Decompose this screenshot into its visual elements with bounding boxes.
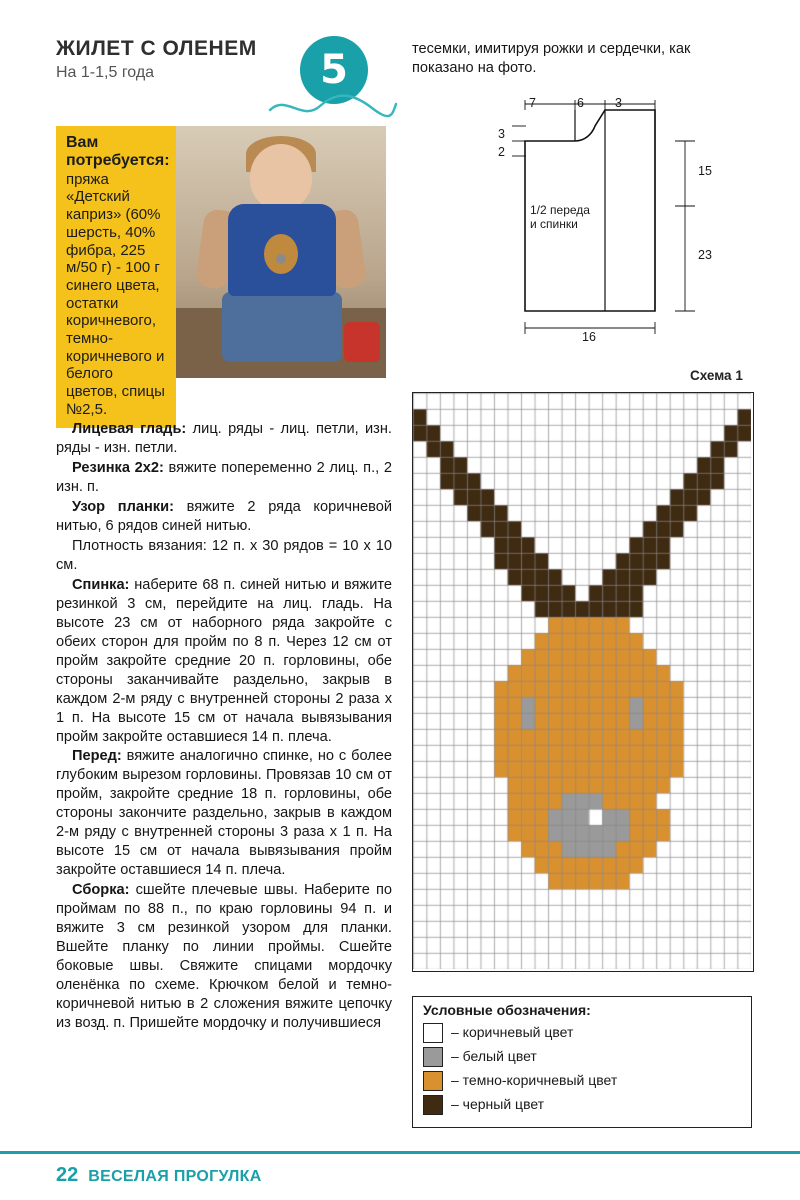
- instruction-paragraph: Узор планки: вяжите 2 ряда коричневой нитью, 6 рядов синей нитью.: [56, 498, 392, 534]
- instruction-paragraph: Плотность вязания: 12 п. х 30 рядов = 10 х 10 см.: [56, 537, 392, 573]
- article-subtitle: На 1-1,5 года: [56, 64, 155, 82]
- legend-swatch: [423, 1095, 443, 1115]
- schema-top-dim-3: 3: [615, 96, 622, 110]
- materials-heading: Вам потребуется:: [66, 134, 170, 170]
- materials-box: [56, 126, 176, 428]
- instruction-paragraph: Перед: вяжите аналогично спинке, но с более глубоким вырезом горловины. Провязав 10 см от пройм, закройте средние 18 п. горловины, обе стороны закончите раздельно, закрыв в каждом 2-м ряду с внутренней стороны 3 раза х 1 п. На высоте 15 см от начала вывязывания пройм закройте оставшиеся 14 п. плеча.: [56, 748, 392, 879]
- legend-label: – черный цвет: [451, 1096, 545, 1113]
- legend-item: [423, 1023, 743, 1043]
- knitting-chart-canvas: [413, 393, 751, 969]
- instruction-paragraph: Лицевая гладь: лиц. ряды - лиц. петли, изн. ряды - изн. петли.: [56, 421, 392, 456]
- instruction-paragraph: Резинка 2х2: вяжите попеременно 2 лиц. п., 2 изн. п.: [56, 459, 392, 495]
- schema-bottom-dim: 16: [582, 330, 596, 344]
- legend: [412, 996, 752, 1128]
- legend-label: – белый цвет: [451, 1048, 537, 1065]
- schema-left-dim-1: 3: [498, 127, 505, 141]
- materials-text: пряжа «Детский каприз» (60% шерсть, 40% фибра, 225 м/50 г) - 100 г синего цвета, остатки коричневого, темно-коричневого и белого цветов, спицы №2,5.: [66, 170, 165, 418]
- page-title: ЖИЛЕТ С ОЛЕНЕМ: [56, 37, 257, 60]
- garment-schematic: [470, 96, 760, 366]
- page-footer: [0, 1151, 800, 1200]
- model-photo: [176, 126, 386, 378]
- legend-item: [423, 1071, 743, 1091]
- photo-toy: [344, 322, 380, 362]
- model-number-badge: 5: [300, 36, 368, 104]
- legend-swatch: [423, 1071, 443, 1091]
- decorative-squiggle: [268, 92, 398, 122]
- legend-item: [423, 1095, 743, 1115]
- instruction-paragraph: Спинка: наберите 68 п. синей нитью и вяжите резинкой 3 см, перейдите на лиц. гладь. На высоте 23 см от наборного ряда закройте с обеих сторон для пройм по 8 п. Через 12 см от пройм закройте средние 20 п. горловины, обе стороны заканчивайте раздельно, закрыв в каждом 2-м ряду с внутренней стороны 2 раза х 1 п. На высоте 15 см от начала вывязывания пройм закройте оставшиеся 14 п. плеча.: [56, 576, 392, 745]
- schema-top-dim-2: 6: [577, 96, 584, 110]
- schema-center-label: 1/2 переда и спинки: [530, 203, 590, 231]
- page-number: 22: [56, 1164, 79, 1186]
- schema-right-dim-1: 15: [698, 164, 712, 178]
- schema-top-dim-1: 7: [529, 96, 536, 110]
- footer-section-title: ВЕСЕЛАЯ ПРОГУЛКА: [88, 1168, 262, 1185]
- knitting-chart: [412, 392, 754, 972]
- instructions-body: [56, 420, 392, 1034]
- instruction-paragraph: Сборка: сшейте плечевые швы. Наберите по проймам по 88 п., по краю горловины 94 п. и вяжите 3 см резинкой узором для планки. Вшейте планку по линии проймы. Сшейте боковые швы. Свяжите спицами мордочку оленёнка по схеме. Крючком белой и темно-коричневой нитью в 2 сложения вяжите цепочку из возд. п. Пришейте мордочку и получившиеся: [56, 882, 392, 1032]
- legend-label: – темно-коричневый цвет: [451, 1072, 618, 1089]
- intro-text: тесемки, имитируя рожки и сердечки, как показано на фото.: [412, 41, 691, 76]
- photo-deer-motif: [264, 234, 298, 274]
- legend-label: – коричневый цвет: [451, 1024, 574, 1041]
- legend-title: Условные обозначения:: [423, 1002, 591, 1018]
- legend-item: [423, 1047, 743, 1067]
- schema-left-dim-2: 2: [498, 145, 505, 159]
- legend-swatch: [423, 1047, 443, 1067]
- photo-child-jeans: [222, 292, 342, 362]
- legend-swatch: [423, 1023, 443, 1043]
- schema-right-dim-2: 23: [698, 248, 712, 262]
- photo-child-head: [250, 144, 312, 210]
- schema-caption: Схема 1: [690, 368, 743, 383]
